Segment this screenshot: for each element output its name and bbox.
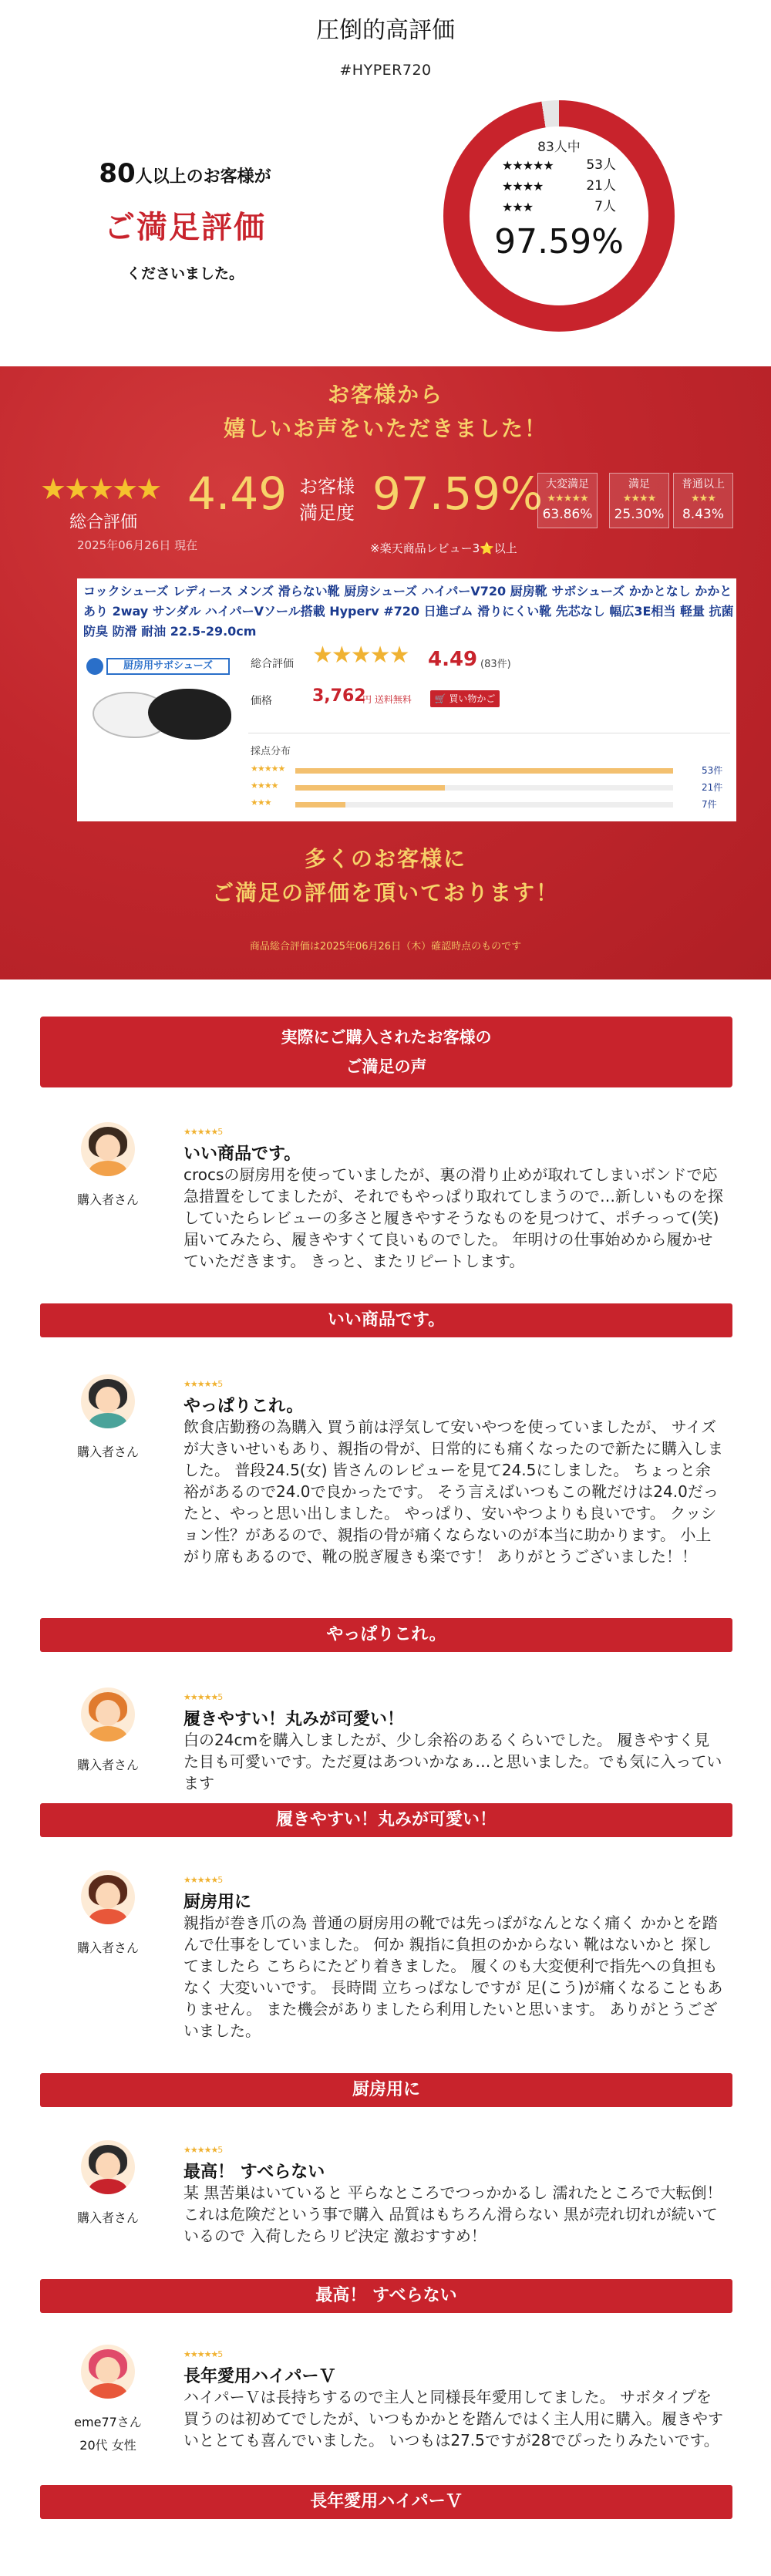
satisfaction-summary bbox=[54, 158, 316, 283]
avatar-face bbox=[96, 2153, 120, 2179]
reviewer-avatar-icon bbox=[81, 2345, 135, 2399]
star-rating-icon: ★★★ bbox=[251, 797, 271, 808]
review-title-bar: 厨房用に bbox=[40, 2073, 732, 2107]
review-body: 親指が巻き爪の為 普通の厨房用の靴では先っぽがなんとなく痛く かかとを踏んで仕事をしていました。 何か 親指に負担のかからない 靴はないかと 探してましたら こちらにたどり着きました。 履くのも大変便利で指先への負担もなく 大変いいです。 長時間 立ちっぱなしですが 足(こう)が痛くなることもありません。 また機会がありましたら利用したいと思います。 ありがとうございました。 bbox=[183, 1913, 723, 2040]
star-rating-icon: ★★★★★ bbox=[502, 158, 554, 173]
avatar-face bbox=[96, 1135, 120, 1161]
product-price-unit: 円 送料無料 bbox=[362, 694, 412, 705]
badge-percent: 25.30% bbox=[614, 507, 665, 522]
rating-date: 2025年06月26日 現在 bbox=[77, 538, 198, 552]
review-title-bar: 最高！ すべらない bbox=[40, 2279, 732, 2313]
review-title: やっぱりこれ。 bbox=[183, 1397, 304, 1416]
banner-heading bbox=[0, 378, 771, 446]
black-shoe-icon bbox=[148, 689, 231, 740]
satisfaction-line-3: くださいました。 bbox=[126, 265, 244, 282]
overall-rating-label: 総合評価 bbox=[69, 513, 138, 532]
star-rating-icon: ★★★ bbox=[691, 493, 715, 504]
reviewer-avatar-icon bbox=[81, 1374, 135, 1428]
distribution-track bbox=[295, 768, 673, 774]
avatar-body bbox=[89, 2179, 127, 2194]
reviewer-name: 購入者さん bbox=[76, 2210, 139, 2225]
review-star-icon: ★★★★★5 bbox=[183, 1127, 223, 1137]
badge-very-satisfied bbox=[537, 473, 598, 528]
donut-row-3 bbox=[470, 197, 648, 217]
reviewer-name: 購入者さん bbox=[76, 1940, 139, 1955]
reviewer-avatar-icon bbox=[81, 1122, 135, 1176]
overall-rating-value: 4.49 bbox=[187, 467, 288, 520]
review-star-icon: ★★★★★5 bbox=[183, 1692, 223, 1702]
review-star-icon: ★★★★★5 bbox=[183, 1875, 223, 1885]
product-price-label: 価格 bbox=[251, 695, 272, 707]
product-rating-value: 4.49 bbox=[428, 648, 478, 671]
donut-row-4 bbox=[470, 176, 648, 197]
satisfaction-headline: ご満足評価 bbox=[104, 210, 266, 245]
product-image[interactable] bbox=[82, 652, 236, 760]
page-title: 圧倒的高評価 bbox=[316, 17, 455, 44]
distribution-row-3[interactable] bbox=[251, 797, 729, 811]
reviewer-avatar-icon bbox=[81, 2140, 135, 2194]
star-rating-icon: ★★★★★ bbox=[547, 493, 588, 504]
banner-closing-line-1: 多くのお客様に bbox=[304, 846, 466, 872]
avatar-body bbox=[89, 1161, 127, 1176]
distribution-count: 53件 bbox=[702, 765, 723, 776]
product-price: 3,762 bbox=[312, 686, 366, 706]
review-body: crocsの厨房用を使っていましたが、裏の滑り止めが取れてしまいボンドで応急措置をしてましたが、それでもやっぱり取れてしまうので…新しいものを探していたらレビューの多さと履きやすそうなものを見つけて、ポチっって(笑) 届いてみたら、履きやすくて良いものでした。 年明けの仕事始めから履かせていただきます。 きっと、またリピートします。 bbox=[183, 1165, 723, 1270]
distribution-bar bbox=[295, 802, 345, 808]
distribution-track bbox=[295, 785, 673, 791]
banner-closing bbox=[0, 842, 771, 910]
review-title: 最高！ すべらない bbox=[183, 2163, 325, 2182]
badge-percent: 8.43% bbox=[682, 507, 724, 522]
banner-heading-line-2: 嬉しいお声をいただきました！ bbox=[223, 416, 547, 441]
avatar-face bbox=[96, 1883, 120, 1909]
review-star-icon: ★★★★★5 bbox=[183, 1379, 223, 1389]
donut-row-5 bbox=[470, 155, 648, 176]
add-to-cart-button[interactable]: 🛒 買い物かご bbox=[430, 690, 500, 707]
customer-satisfaction-label bbox=[299, 474, 355, 526]
review-title: 厨房用に bbox=[183, 1893, 252, 1912]
badge-title: 満足 bbox=[628, 478, 650, 491]
avatar-face bbox=[96, 2357, 120, 2383]
donut-row-count: 53人 bbox=[586, 157, 616, 173]
star-rating-icon: ★★★★★ bbox=[251, 764, 285, 774]
badge-percent: 63.86% bbox=[542, 507, 593, 522]
review-star-icon: ★★★★★5 bbox=[183, 2145, 223, 2155]
banner-footnote: 商品総合評価は2025年06月26日（木）確認時点のものです bbox=[249, 941, 522, 953]
star-rating-icon: ★★★★ bbox=[622, 493, 656, 504]
review-title-bar: 長年愛用ハイパーＶ bbox=[40, 2485, 732, 2519]
distribution-label: 採点分布 bbox=[251, 746, 291, 757]
donut-percent: 97.59% bbox=[494, 222, 624, 261]
voice-header-line-1: 実際にご購入されたお客様の bbox=[281, 1028, 492, 1047]
product-card[interactable] bbox=[77, 578, 736, 821]
review-body: 飲食店勤務の為購入 買う前は浮気して安いやつを使っていましたが、 サイズが大きいせいもあり、親指の骨が、日常的にも痛くなったので新たに購入しました。 普段24.5(女) 皆さんのレビューを見て24.5にしました。 ちょっと余裕があるので24.0で良かったです。 そう言えばいつもこの靴だけは24.0だったと、やっと思い出しました。 やっぱり、安いやつよりも良いです。 クッション性？があるので、親指の骨が痛くならないのが本当に助かります。 小上がり席もあるので、靴の脱ぎ履きも楽です！ ありがとうございました！！ bbox=[183, 1418, 723, 1566]
customer-label-2: 満足度 bbox=[299, 502, 355, 524]
page-hashtag: #HYPER720 bbox=[339, 62, 432, 79]
distribution-count: 7件 bbox=[702, 799, 717, 810]
review-title: 履きやすい！丸みが可愛い！ bbox=[183, 1710, 405, 1729]
review-title: 長年愛用ハイパーＶ bbox=[183, 2367, 336, 2386]
satisfaction-count: 80 bbox=[99, 158, 136, 189]
voice-header-line-2: ご満足の声 bbox=[345, 1057, 427, 1076]
review-title: いい商品です。 bbox=[183, 1145, 301, 1164]
rakuten-review-note: ※楽天商品レビュー3⭐以上 bbox=[370, 541, 517, 555]
badge-average-or-above bbox=[673, 473, 733, 528]
badge-title: 大変満足 bbox=[546, 478, 589, 491]
donut-row-count: 7人 bbox=[594, 199, 616, 214]
reviewer-name: 購入者さん bbox=[76, 1758, 139, 1772]
review-title-bar: いい商品です。 bbox=[40, 1303, 732, 1337]
reviewer-avatar-icon bbox=[81, 1688, 135, 1741]
donut-center bbox=[470, 126, 648, 305]
reviewer-demographic: 20代 女性 bbox=[79, 2438, 136, 2453]
customer-voice-header bbox=[40, 1017, 732, 1087]
satisfaction-line-1-text: 人以上のお客様が bbox=[135, 167, 271, 187]
review-body: 某 黒苦巣はいていると 平らなところでつっかかるし 濡れたところで大転倒！ これは危険だという事で購入 品質はもちろん滑らない 黒が売れ切れが続いているので 入荷したらリピ決定 激おすすめ！ bbox=[183, 2183, 722, 2245]
customer-label-1: お客様 bbox=[299, 476, 355, 497]
review-body: 白の24cmを購入しましたが、少し余裕のあるくらいでした。 履きやすく見た目も可愛いです。ただ夏はあついかなぁ…と思いました。でも気に入っています bbox=[183, 1731, 722, 1792]
overall-star-icon: ★★★★★ bbox=[40, 472, 160, 506]
product-rating-label: 総合評価 bbox=[251, 658, 294, 670]
badge-satisfied bbox=[609, 473, 669, 528]
reviewer-name: 購入者さん bbox=[76, 1192, 139, 1207]
satisfaction-donut bbox=[443, 100, 675, 332]
reviewer-avatar-icon bbox=[81, 1870, 135, 1924]
distribution-bar bbox=[295, 768, 673, 774]
avatar-face bbox=[96, 1700, 120, 1726]
review-star-icon: ★★★★★5 bbox=[183, 2349, 223, 2359]
product-title-link[interactable]: コックシューズ レディース メンズ 滑らない靴 厨房シューズ ハイパーV720 厨房靴 サボシューズ かかとなし かかとあり 2way サンダル ハイパーVソール搭載 Hyperv #720 日進ゴム 滑りにくい靴 先芯なし 幅広3E相当 軽量 抗菌 防臭 防滑 耐油 22.5-29.0cm bbox=[83, 584, 734, 639]
avatar-body bbox=[89, 1726, 127, 1741]
distribution-count: 21件 bbox=[702, 782, 723, 793]
avatar-face bbox=[96, 1387, 120, 1413]
distribution-row-5[interactable] bbox=[251, 764, 729, 777]
product-review-count[interactable]: (83件) bbox=[480, 659, 511, 670]
donut-total: 83人中 bbox=[537, 140, 581, 155]
star-rating-icon: ★★★★ bbox=[251, 781, 278, 791]
distribution-bar bbox=[295, 785, 445, 791]
donut-row-count: 21人 bbox=[586, 178, 616, 194]
reviewer-name: eme77さん bbox=[74, 2415, 142, 2429]
product-star-icon: ★★★★★ bbox=[312, 642, 409, 669]
review-title-bar: やっぱりこれ。 bbox=[40, 1618, 732, 1652]
hyper-v-logo-icon bbox=[86, 658, 103, 675]
avatar-body bbox=[89, 1413, 127, 1428]
reviewer-name: 購入者さん bbox=[76, 1445, 139, 1459]
star-rating-icon: ★★★★ bbox=[502, 179, 544, 194]
banner-closing-line-2: ご満足の評価を頂いております！ bbox=[211, 880, 559, 905]
product-image-caption: 厨房用サボシューズ bbox=[106, 658, 230, 675]
avatar-body bbox=[89, 2383, 127, 2399]
satisfaction-percent: 97.59% bbox=[372, 467, 544, 520]
banner-heading-line-1: お客様から bbox=[327, 382, 443, 407]
satisfaction-line-1 bbox=[54, 158, 316, 189]
review-body: ハイパーＶは長持ちするので主人と同様長年愛用してました。 サボタイプを買うのは初めてでしたが、いつもかかとを踏んではく主人用に購入。履きやすいととても喜んでいました。 いつもは27.5ですが28でぴったりみたいです。 bbox=[183, 2388, 723, 2450]
distribution-track bbox=[295, 802, 673, 808]
badge-title: 普通以上 bbox=[682, 478, 725, 491]
star-rating-icon: ★★★ bbox=[502, 200, 534, 214]
distribution-row-4[interactable] bbox=[251, 781, 729, 794]
avatar-body bbox=[89, 1909, 127, 1924]
review-title-bar: 履きやすい！丸みが可愛い！ bbox=[40, 1803, 732, 1837]
